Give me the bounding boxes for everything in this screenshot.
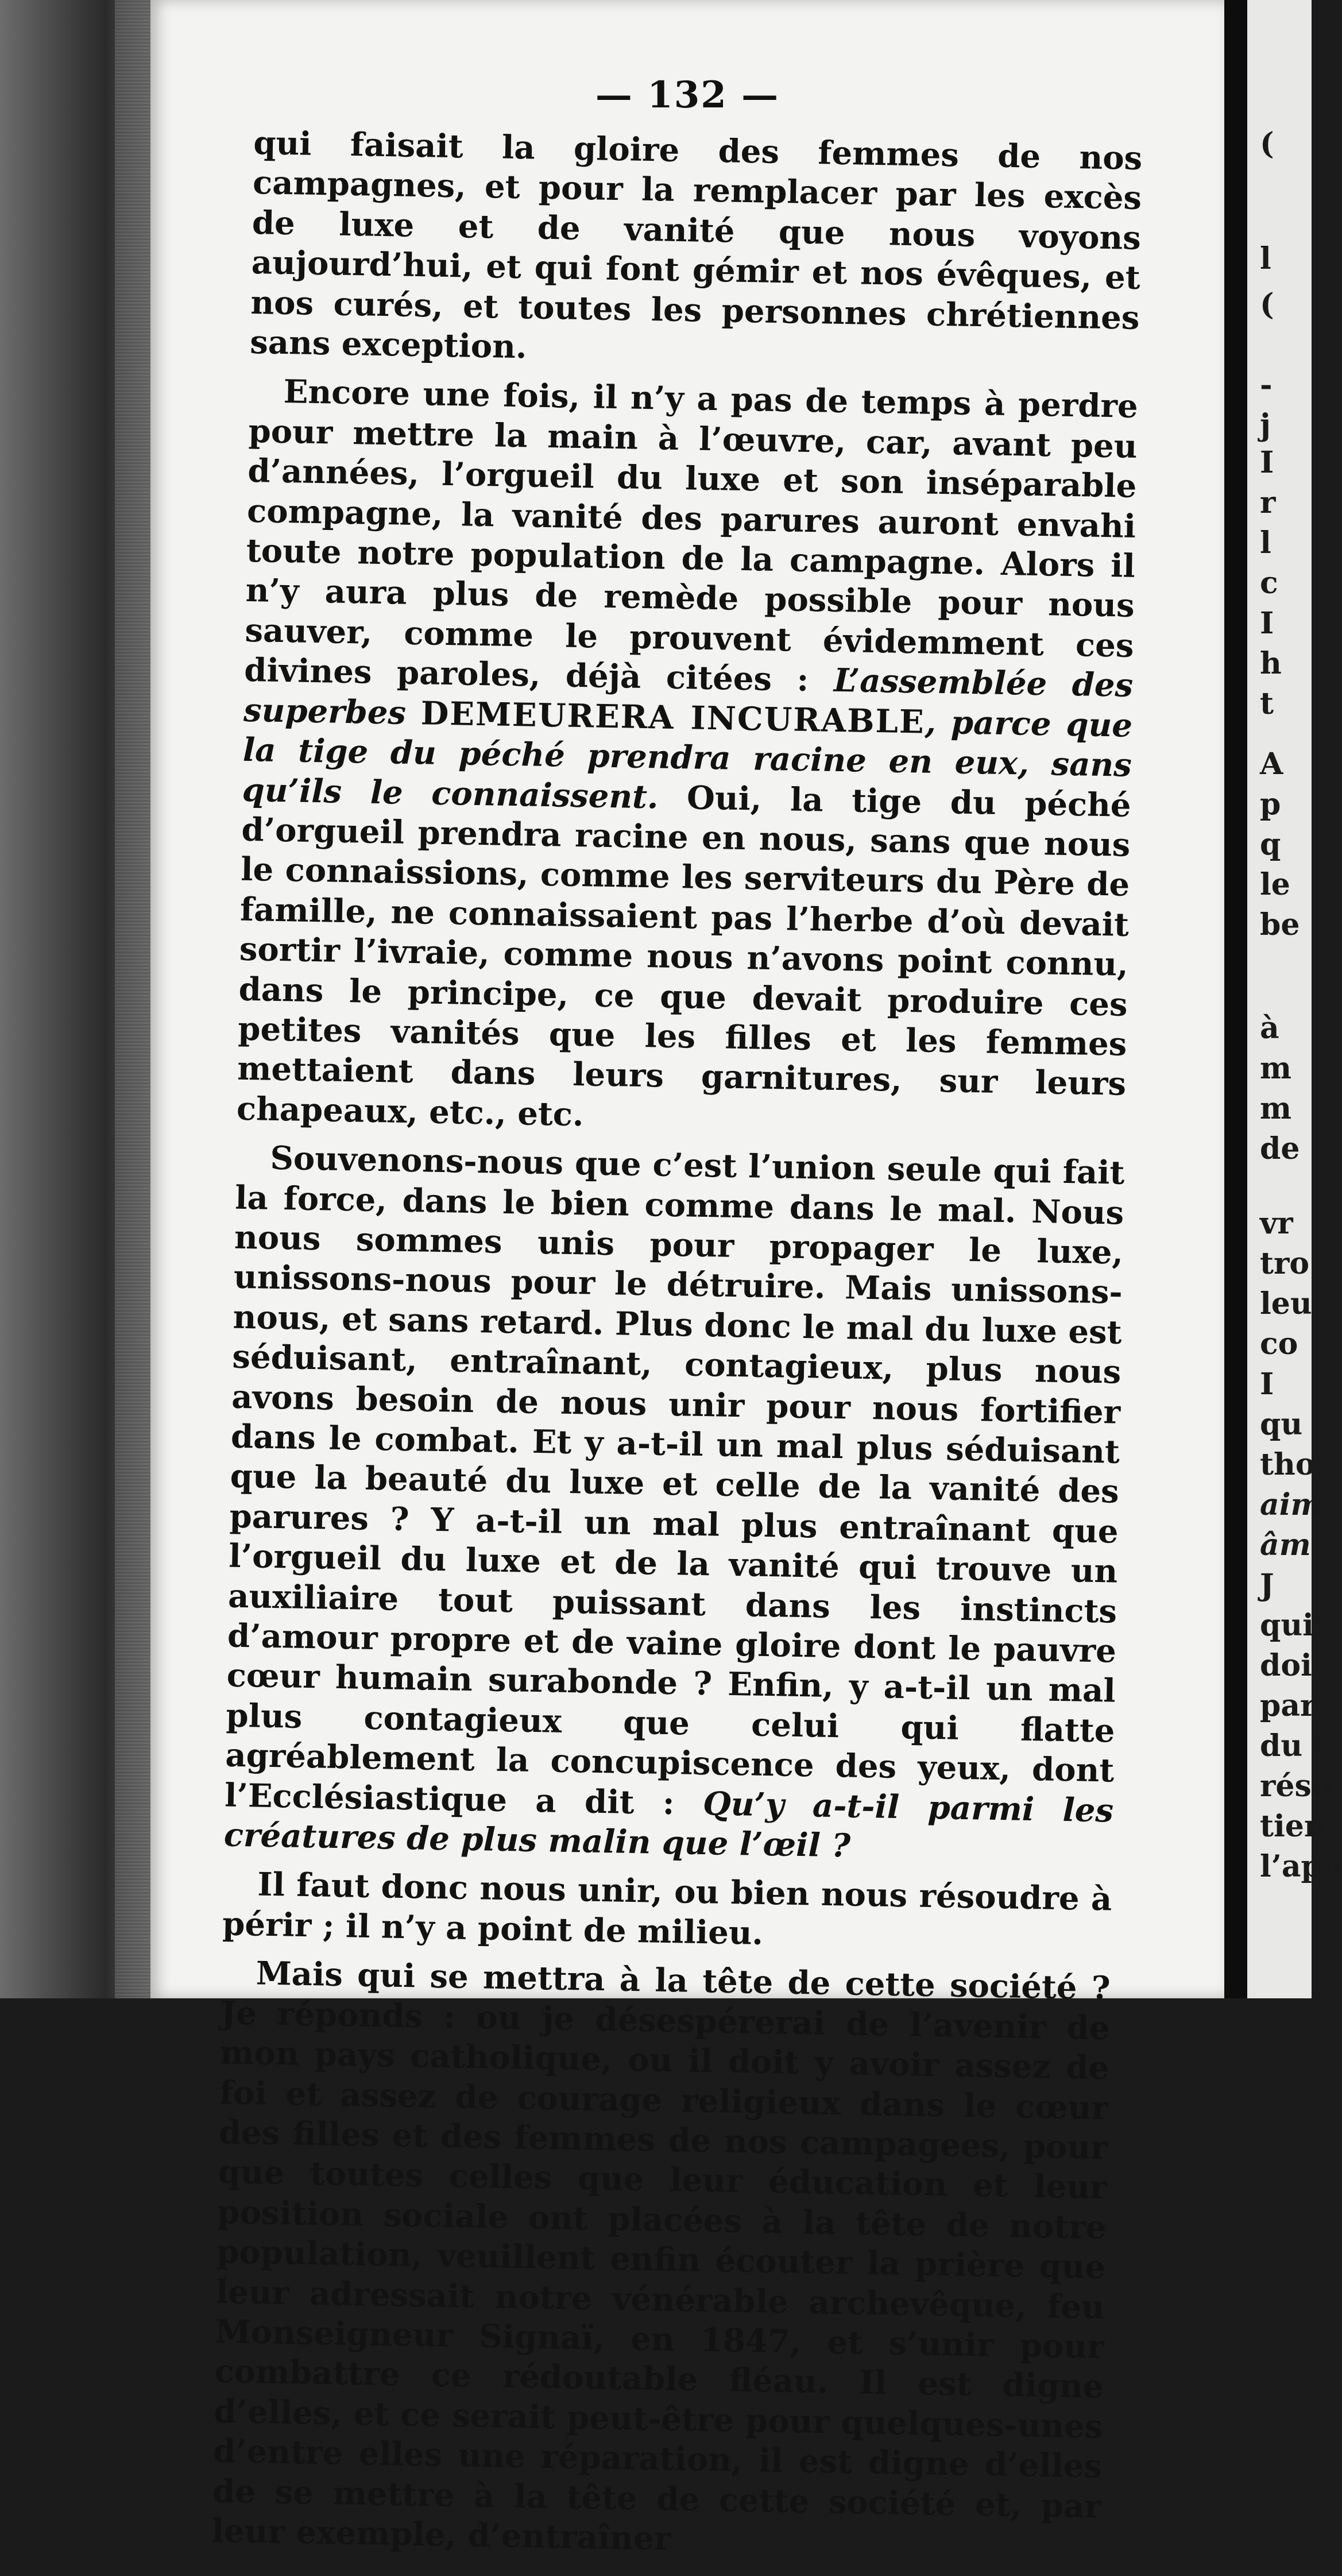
binding-edge	[115, 0, 155, 1998]
next-page-text-fragment: m	[1260, 1051, 1292, 1086]
next-page-text-fragment: t	[1260, 686, 1274, 721]
next-page-text-fragment: tho	[1260, 1447, 1316, 1482]
next-page-text-fragment: âm	[1260, 1527, 1311, 1562]
italic-text: parce que la tige du péché prendra racine en eux, sans qu’ils le connaissent.	[242, 703, 1133, 816]
next-page-text-fragment: (	[1260, 287, 1274, 322]
page-body-text	[211, 123, 1143, 2576]
small-caps-text: DEMEURERA INCURABLE	[420, 694, 926, 741]
next-page-text-fragment: j	[1260, 408, 1271, 443]
next-page-text-fragment: -	[1260, 368, 1273, 403]
text-run: Il faut donc nous unir, ou bien nous résoudre à périr ; il n’y a point de milieu.	[222, 1866, 1112, 1952]
text-run: Souvenons-nous que c’est l’union seule qui fait la force, dans le bien comme dans le mal. Nous nous sommes unis pour propager le luxe, unissons-nous pour le détruire. Mais unissons-nous, et sans retard. Plus donc le mal du luxe est séduisant, entraînant, contagieux, plus nous avons besoin de nous unir pour nous fortifier dans le combat. Et y a-t-il un mal plus séduisant que la beauté du luxe et celle de la vanité des parures ? Y a-t-il un mal plus entraînant que l’orgueil du luxe et de la vanité qui trouve un auxiliaire tout puissant dans les instincts d’amour propre et de vaine gloire dont le pauvre cœur humain surabonde ? Enfin, y a-t-il un mal plus contagieux que celui qui flatte agréablement la concupiscence des yeux, dont l’Ecclésiastique a dit :	[224, 1139, 1125, 1823]
paragraph	[236, 372, 1138, 1144]
page-number: — 132 —	[595, 74, 780, 117]
next-page-text-fragment: aim	[1260, 1487, 1322, 1522]
next-page-text-fragment: de	[1260, 1131, 1300, 1166]
next-page-text-fragment: qui	[1260, 1608, 1314, 1643]
next-page-text-fragment: par	[1260, 1688, 1316, 1723]
text-run: Mais qui se mettra à la tête de cette société ? Je réponds : ou je désespérerai de l’avenir de mon pays catholique, ou il doit y avoir assez de foi et assez de courage religieux dans le cœur des filles et des femmes de nos campagees, pour que toutes celles que leur éducation et leur position sociale ont placées à la tête de notre population, veuillent enfin écouter la prière que leur adressait notre vénérable archevêque, feu Monseigneur Signaï, en 1847, et s’unir pour combattre ce rédoutable fléau. Il est digne d’elles, et ce serait peut-être pour quelques-unes d’entre elles une réparation, il est digne d’elles de se mettre à la tête de cette société et, par leur exemple, d’entraîner	[211, 1954, 1111, 2558]
next-page-text-fragment: A	[1260, 747, 1283, 782]
next-page-text-fragment: (	[1260, 126, 1274, 161]
next-page-text-fragment: à	[1260, 1011, 1279, 1046]
paragraph	[222, 1865, 1112, 1960]
next-page-text-fragment: be	[1260, 907, 1300, 942]
next-page-edge	[1247, 0, 1342, 1998]
paragraph	[211, 1954, 1111, 2567]
next-page-text-fragment: q	[1260, 827, 1281, 862]
next-page-text-fragment: l’apo	[1260, 1849, 1342, 1884]
next-page-text-fragment: l	[1260, 241, 1271, 276]
italic-text: Qu’y a-t-il parmi les créatures de plus malin que l’œil ?	[223, 1784, 1114, 1865]
next-page-text-fragment: J	[1260, 1568, 1274, 1603]
next-page-text-fragment: m	[1260, 1091, 1292, 1126]
next-page-text-fragment: réso	[1260, 1769, 1332, 1804]
next-page-text-fragment: r	[1260, 485, 1276, 520]
next-page-text-fragment: c	[1260, 566, 1278, 601]
italic-text: L’assemblée des superbes	[243, 662, 1134, 732]
paragraph	[223, 1138, 1125, 1871]
next-page-text-fragment: p	[1260, 787, 1281, 822]
next-page-text-fragment: vr	[1260, 1206, 1293, 1241]
next-page-text-fragment: l	[1260, 525, 1271, 560]
paragraph	[250, 123, 1143, 378]
text-run: Oui, la tige du péché d’orgueil prendra racine en nous, sans que nous le connaissions, comme les serviteurs du Père de famille, ne connaissaient pas l’herbe d’où devait sortir l’ivraie, comme nous n’avons point connu, dans le principe, ce que devait produire ces petites vanités que les filles et les femmes mettaient dans leurs garnitures, sur leurs chapeaux, etc., etc.	[236, 778, 1132, 1134]
italic-text: ,	[925, 703, 952, 742]
next-page-text-fragment: co	[1260, 1326, 1298, 1362]
next-page-text-fragment: h	[1260, 646, 1282, 681]
next-page-text-fragment: I	[1260, 1367, 1274, 1402]
next-page-text-fragment: leu	[1260, 1286, 1312, 1321]
next-page-text-fragment: tien	[1260, 1809, 1326, 1844]
next-page-text-fragment: le	[1260, 867, 1290, 902]
book-page	[150, 0, 1224, 2558]
next-page-text-fragment: qu	[1260, 1407, 1303, 1442]
text-run: qui faisait la gloire des femmes de nos campagnes, et pour la remplacer par les excès de luxe et de vanité que nous voyons aujourd’hui, et qui font gémir et nos évêques, et nos curés, et toutes les personnes chrétiennes sans exception.	[249, 123, 1143, 366]
next-page-text-fragment: doi	[1260, 1648, 1312, 1683]
next-page-text-fragment: I	[1260, 606, 1274, 641]
next-page-text-fragment: du s	[1260, 1728, 1330, 1763]
next-page-text-fragment: tro	[1260, 1246, 1310, 1281]
page-gutter	[1224, 0, 1247, 1998]
text-run: Encore une fois, il n’y a pas de temps à perdre pour mettre la main à l’œuvre, car, avant peu d’années, l’orgueil du luxe et son inséparable compagne, la vanité des parures auront envahi toute notre population de la campagne. Alors il n’y aura plus de remède possible pour nous sauver, comme le prouvent évidemment ces divines paroles, déjà citées :	[243, 373, 1139, 700]
next-page-text-fragment: I	[1260, 445, 1274, 480]
